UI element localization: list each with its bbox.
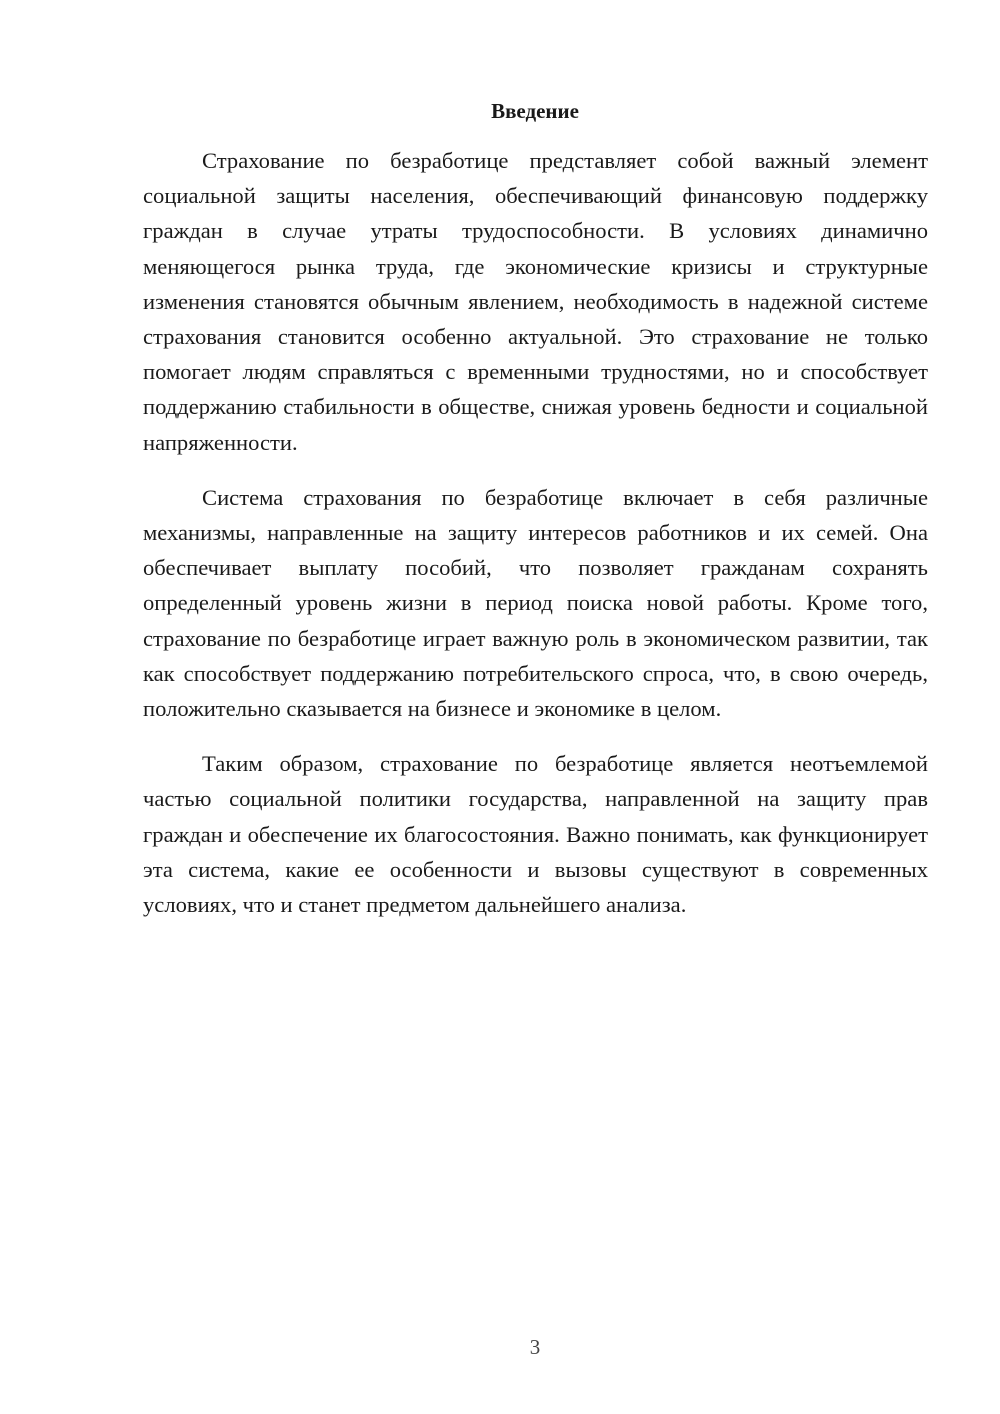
body-text — [143, 143, 928, 922]
section-heading: Введение — [491, 99, 579, 123]
paragraph-1: Страхование по безработице представляет собой важный элемент социальной защиты населения, обеспечивающий финансовую поддержку граждан в случае утраты трудоспособности. В условиях динамично меняющегося рынка труда, где экономические кризисы и структурные изменения становятся обычным явлением, необходимость в надежной системе страхования становится особенно актуальной. Это страхование не только помогает людям справляться с временными трудностями, но и способствует поддержанию стабильности в обществе, снижая уровень бедности и социальной напряженности. — [143, 148, 928, 455]
paragraph-3: Таким образом, страхование по безработице является неотъемлемой частью социальной политики государства, направленной на защиту прав граждан и обеспечение их благосостояния. Важно понимать, как функционирует эта система, какие ее особенности и вызовы существуют в современных условиях, что и станет предметом дальнейшего анализа. — [143, 751, 928, 918]
page-number: 3 — [529, 1335, 541, 1359]
paragraph-2: Система страхования по безработице включает в себя различные механизмы, направленные на защиту интересов работников и их семей. Она обеспечивает выплату пособий, что позволяет гражданам сохранять определенный уровень жизни в период поиска новой работы. Кроме того, страхование по безработице играет важную роль в экономическом развитии, так как способствует поддержанию потребительского спроса, что, в свою очередь, положительно сказывается на бизнесе и экономике в целом. — [143, 484, 928, 722]
